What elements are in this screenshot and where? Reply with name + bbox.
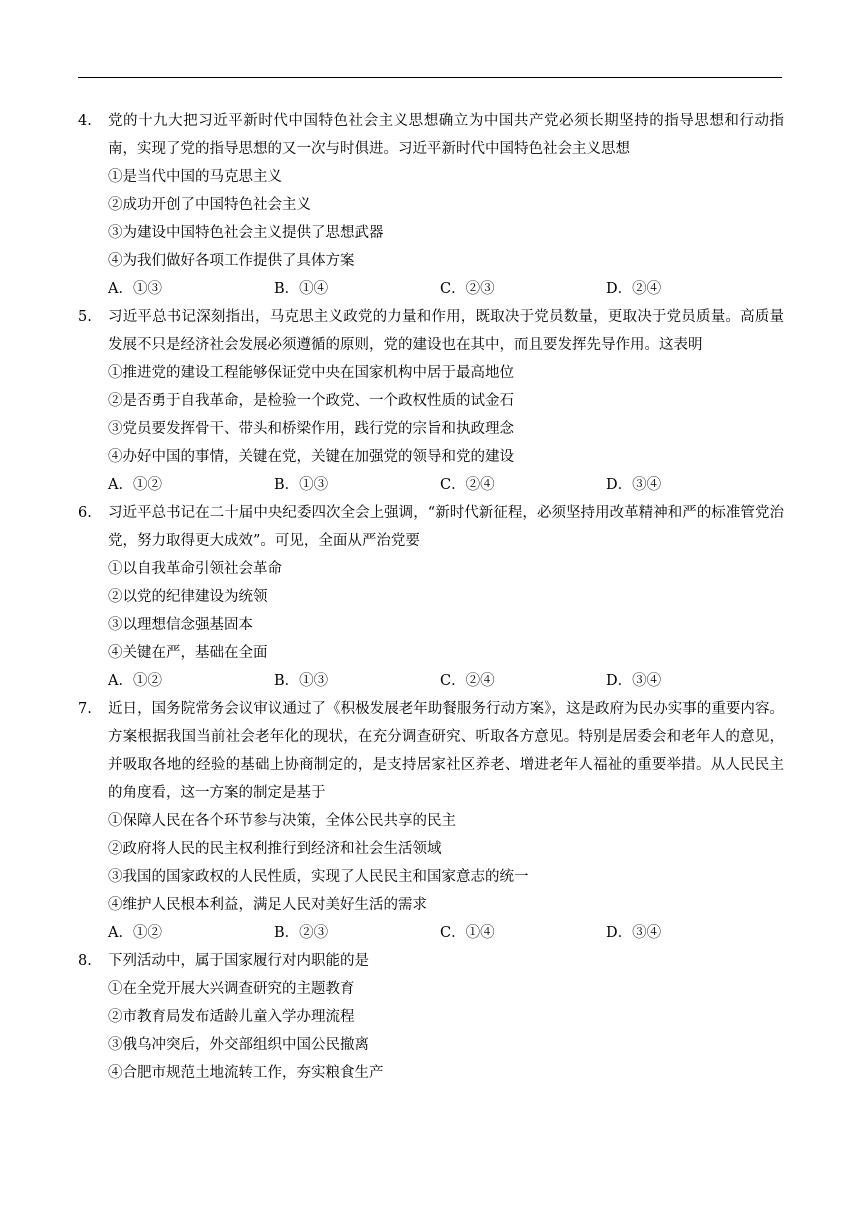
choice-a: A．①② [108, 673, 162, 689]
answer-choices [78, 667, 784, 695]
question-number: 6. [78, 505, 92, 521]
statement-4: ④合肥市规范土地流转工作，夯实粮食生产 [108, 1065, 384, 1081]
statement-1: ①在全党开展大兴调查研究的主题教育 [108, 981, 355, 997]
choice-d: D．③④ [606, 673, 662, 689]
choice-b: B．①④ [274, 281, 329, 297]
choice-a: A．①② [108, 925, 162, 941]
question-text: 近日，国务院常务会议审议通过了《积极发展老年助餐服务行动方案》，这是政府为民办实事的重要内容。方案根据我国当前社会老年化的现状，在充分调查研究、听取各方意见。特别是居委会和老年人的意见，并吸取各地的经验的基础上协商制定的，是支持居家社区养老、增进老年人福祉的重要举措。从人民民主的角度看，这一方案的制定是基于 [108, 701, 784, 801]
question-stem [78, 107, 784, 163]
header-rule [78, 77, 782, 78]
question-stem [78, 303, 784, 359]
statement-2: ②成功开创了中国特色社会主义 [108, 197, 311, 213]
choice-d: D．②④ [606, 281, 662, 297]
question-4 [78, 107, 784, 303]
question-list [78, 107, 784, 1087]
statement-2: ②是否勇于自我革命，是检验一个政党、一个政权性质的试金石 [108, 393, 514, 409]
choice-c: C．②③ [440, 281, 495, 297]
question-number: 5. [78, 309, 92, 325]
statement-2: ②市教育局发布适龄儿童入学办理流程 [108, 1009, 355, 1025]
question-text: 习近平总书记在二十届中央纪委四次全会上强调，“新时代新征程，必须坚持用改革精神和严的标准管党治党，努力取得更大成效”。可见，全面从严治党要 [108, 505, 784, 549]
question-6 [78, 499, 784, 695]
statement-2: ②政府将人民的民主权利推行到经济和社会生活领域 [108, 841, 442, 857]
question-5 [78, 303, 784, 499]
statement-1: ①以自我革命引领社会革命 [108, 561, 282, 577]
statement-3: ③为建设中国特色社会主义提供了思想武器 [108, 225, 384, 241]
question-8 [78, 947, 784, 1087]
choice-b: B．①③ [274, 673, 329, 689]
statement-3: ③我国的国家政权的人民性质，实现了人民民主和国家意志的统一 [108, 869, 529, 885]
question-text: 下列活动中，属于国家履行对内职能的是 [108, 953, 369, 969]
question-stem [78, 947, 784, 975]
choice-c: C．②④ [440, 673, 495, 689]
statement-1: ①是当代中国的马克思主义 [108, 169, 282, 185]
choice-d: D．③④ [606, 477, 662, 493]
statement-3: ③党员要发挥骨干、带头和桥梁作用，践行党的宗旨和执政理念 [108, 421, 514, 437]
statement-2: ②以党的纪律建设为统领 [108, 589, 268, 605]
answer-choices [78, 919, 784, 947]
statement-3: ③俄乌冲突后，外交部组织中国公民撤离 [108, 1037, 369, 1053]
question-number: 4. [78, 113, 92, 129]
choice-b: B．①③ [274, 477, 329, 493]
answer-choices [78, 471, 784, 499]
question-number: 8. [78, 953, 92, 969]
statement-3: ③以理想信念强基固本 [108, 617, 253, 633]
statement-4: ④办好中国的事情，关键在党，关键在加强党的领导和党的建设 [108, 449, 514, 465]
choice-a: A．①② [108, 477, 162, 493]
statement-1: ①保障人民在各个环节参与决策，全体公民共享的民主 [108, 813, 456, 829]
statement-4: ④维护人民根本利益，满足人民对美好生活的需求 [108, 897, 427, 913]
choice-c: C．②④ [440, 477, 495, 493]
statement-1: ①推进党的建设工程能够保证党中央在国家机构中居于最高地位 [108, 365, 514, 381]
statement-4: ④为我们做好各项工作提供了具体方案 [108, 253, 355, 269]
choice-a: A．①③ [108, 281, 162, 297]
question-number: 7. [78, 701, 92, 717]
question-text: 习近平总书记深刻指出，马克思主义政党的力量和作用，既取决于党员数量，更取决于党员质量。高质量发展不只是经济社会发展必须遵循的原则，党的建设也在其中，而且要发挥先导作用。这表明 [108, 309, 784, 353]
question-text: 党的十九大把习近平新时代中国特色社会主义思想确立为中国共产党必须长期坚持的指导思想和行动指南，实现了党的指导思想的又一次与时俱进。习近平新时代中国特色社会主义思想 [108, 113, 784, 157]
statement-4: ④关键在严，基础在全面 [108, 645, 268, 661]
question-stem [78, 499, 784, 555]
choice-d: D．③④ [606, 925, 662, 941]
question-stem [78, 695, 784, 807]
choice-b: B．②③ [274, 925, 329, 941]
question-7 [78, 695, 784, 947]
choice-c: C．①④ [440, 925, 495, 941]
answer-choices [78, 275, 784, 303]
